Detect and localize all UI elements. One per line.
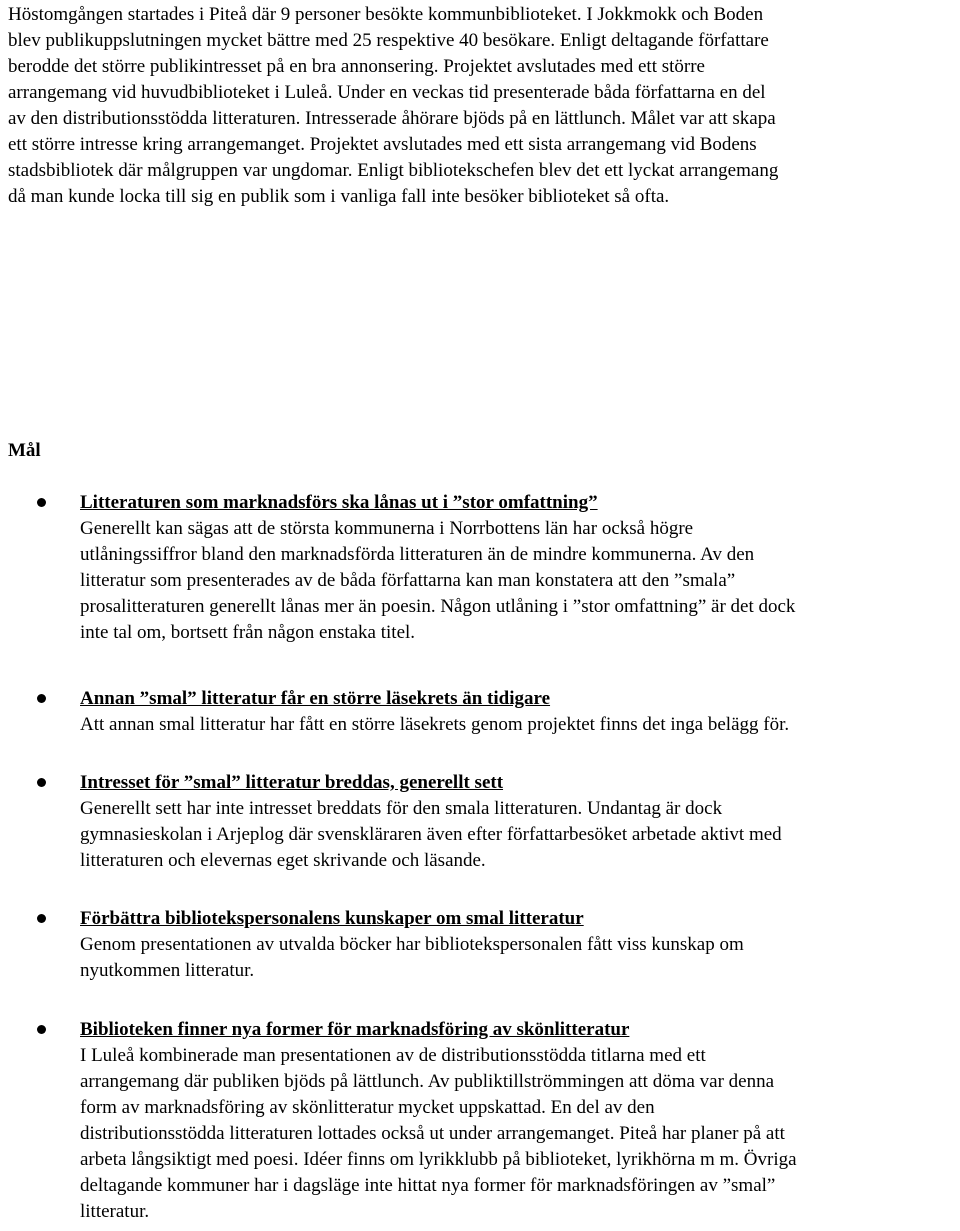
goal-body: Generellt kan sägas att de största kommunerna i Norrbottens län har också högre utlåningssiffror bland den marknadsförda litteraturen än de mindre kommunerna. Av den litteratur som presenterades av de båda författarna kan man konstatera att den ”smala” prosalitteraturen generellt lånas mer än poesin. Någon utlåning i ”stor omfattning” är det dock inte tal om, bortsett från någon enstaka titel.: [80, 518, 796, 643]
goal-body: Att annan smal litteratur har fått en större läsekrets genom projektet finns det inga belägg för.: [80, 714, 790, 735]
bullet-icon: [37, 914, 46, 923]
goal-body: Genom presentationen av utvalda böcker har bibliotekspersonalen fått viss kunskap om nyutkommen litteratur.: [80, 934, 744, 981]
bullet-icon: [37, 498, 46, 507]
goal-body: Generellt sett har inte intresset breddats för den smala litteraturen. Undantag är dock gymnasieskolan i Arjeplog där svenskläraren även efter författarbesöket arbetade aktivt med litteraturen och elevernas eget skrivande och läsande.: [80, 798, 782, 871]
goal-title: Biblioteken finner nya former för marknadsföring av skönlitteratur: [80, 1019, 630, 1040]
section-heading: Mål: [8, 440, 41, 461]
goal-title: Förbättra bibliotekspersonalens kunskaper om smal litteratur: [80, 908, 584, 929]
intro-paragraph: Höstomgången startades i Piteå där 9 personer besökte kommunbiblioteket. I Jokkmokk och Boden blev publikuppslutningen mycket bättre med 25 respektive 40 besökare. Enligt deltagande författare berodde det större publikintresset på en bra annonsering. Projektet avslutades med ett större arrangemang vid huvudbiblioteket i Luleå. Under en veckas tid presenterade båda författarna en del av den distributionsstödda litteraturen. Intresserade åhörare bjöds på en lättlunch. Målet var att skapa ett större intresse kring arrangemanget. Projektet avslutades med ett sista arrangemang vid Bodens stadsbibliotek där målgruppen var ungdomar. Enligt bibliotekschefen blev det ett lyckat arrangemang då man kunde locka till sig en publik som i vanliga fall inte besöker biblioteket så ofta.: [8, 4, 779, 207]
bullet-icon: [37, 1025, 46, 1034]
goal-title: Annan ”smal” litteratur får en större läsekrets än tidigare: [80, 688, 551, 709]
goal-body: I Luleå kombinerade man presentationen av de distributionsstödda titlarna med ett arrangemang där publiken bjöds på lättlunch. Av publiktillströmmingen att döma var denna form av marknadsföring av skönlitteratur mycket uppskattad. En del av den distributionsstödda litteraturen lottades också ut under arrangemanget. Piteå har planer på att arbeta långsiktigt med poesi. Idéer finns om lyrikklubb på biblioteket, lyrikhörna m m. Övriga deltagande kommuner har i dagsläge inte hittat nya former för marknadsföringen av ”smal” litteratur.: [80, 1045, 797, 1222]
bullet-icon: [37, 778, 46, 787]
bullet-icon: [37, 694, 46, 703]
goal-title: Intresset för ”smal” litteratur breddas, generellt sett: [80, 772, 504, 793]
goal-title: Litteraturen som marknadsförs ska lånas ut i ”stor omfattning”: [80, 492, 598, 513]
